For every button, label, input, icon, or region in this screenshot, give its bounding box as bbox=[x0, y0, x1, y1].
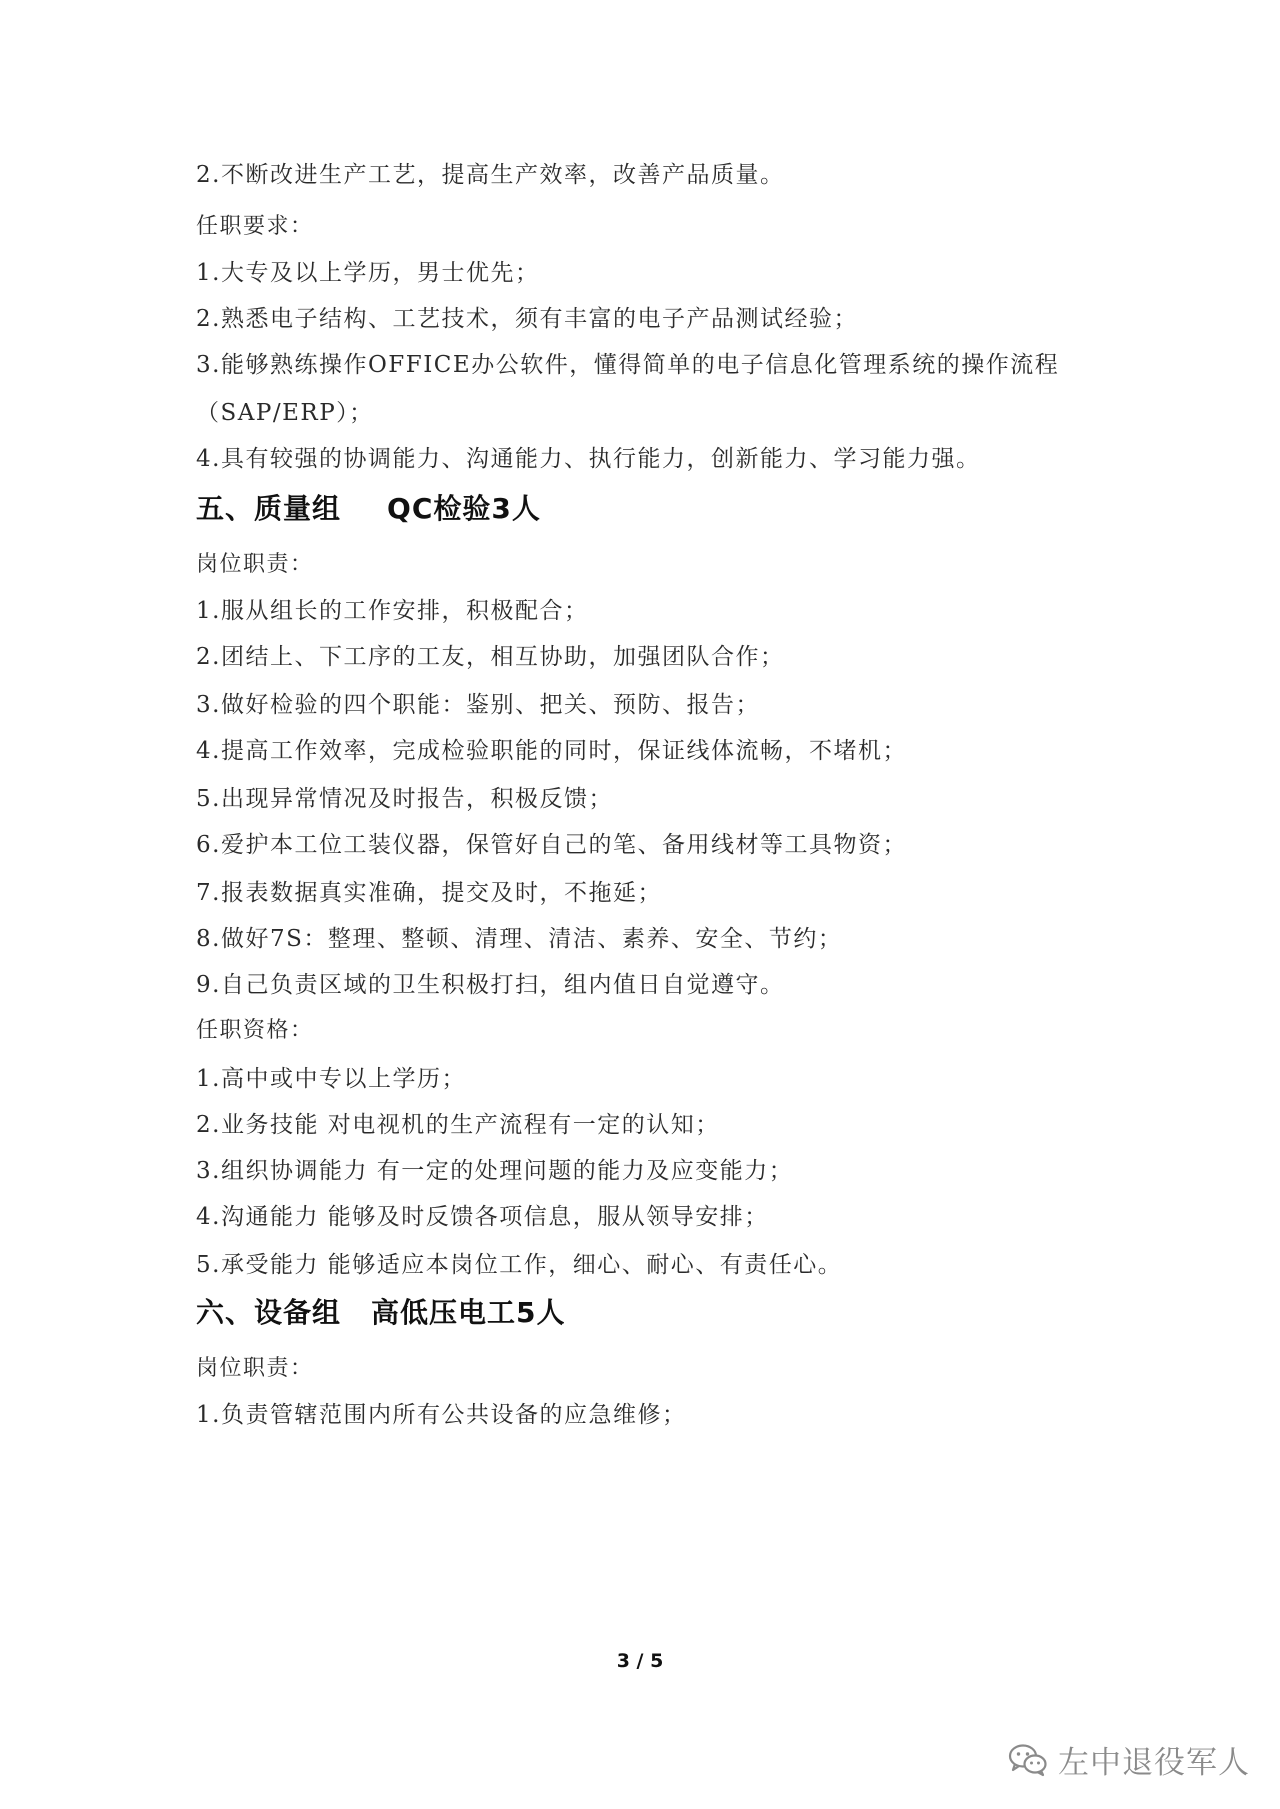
qualification-item: 1.高中或中专以上学历； bbox=[196, 1066, 466, 1092]
section-label: 五、质量组 bbox=[196, 492, 342, 525]
duty-item: 1.负责管辖范围内所有公共设备的应急维修； bbox=[196, 1402, 687, 1428]
duty-item: 9.自己负责区域的卫生积极打扫，组内值日自觉遵守。 bbox=[196, 972, 785, 998]
wechat-icon bbox=[1008, 1743, 1048, 1777]
qualification-item: 5.承受能力 能够适应本岗位工作，细心、耐心、有责任心。 bbox=[196, 1252, 843, 1278]
requirement-item: 3.能够熟练操作OFFICE办公软件，懂得简单的电子信息化管理系统的操作流程 bbox=[196, 352, 1060, 378]
page-number: 3 / 5 bbox=[616, 1650, 664, 1672]
duty-item: 4.提高工作效率，完成检验职能的同时，保证线体流畅，不堵机； bbox=[196, 738, 907, 764]
watermark bbox=[1008, 1737, 1250, 1782]
requirements-label: 任职要求： bbox=[196, 214, 314, 239]
duty-item: 5.出现异常情况及时报告，积极反馈； bbox=[196, 786, 613, 812]
qualifications-label: 任职资格： bbox=[196, 1018, 314, 1043]
qualification-item: 4.沟通能力 能够及时反馈各项信息，服从领导安排； bbox=[196, 1204, 769, 1230]
duty-item: 6.爱护本工位工装仪器，保管好自己的笔、备用线材等工具物资； bbox=[196, 832, 907, 858]
section-title: QC检验3人 bbox=[387, 492, 541, 525]
section-heading-quality bbox=[196, 492, 541, 526]
duty-item: 8.做好7S：整理、整顿、清理、清洁、素养、安全、节约； bbox=[196, 926, 843, 952]
duty-item: 1.服从组长的工作安排，积极配合； bbox=[196, 598, 589, 624]
section-label: 六、设备组 bbox=[196, 1296, 342, 1329]
qualification-item: 2.业务技能 对电视机的生产流程有一定的认知； bbox=[196, 1112, 720, 1138]
requirement-item: 2.熟悉电子结构、工艺技术，须有丰富的电子产品测试经验； bbox=[196, 306, 858, 332]
watermark-text: 左中退役军人 bbox=[1058, 1745, 1250, 1781]
duty-item: 2.不断改进生产工艺，提高生产效率，改善产品质量。 bbox=[196, 162, 785, 188]
qualification-item: 3.组织协调能力 有一定的处理问题的能力及应变能力； bbox=[196, 1158, 794, 1184]
duty-item: 7.报表数据真实准确，提交及时，不拖延； bbox=[196, 880, 662, 906]
section-heading-equipment bbox=[196, 1296, 566, 1330]
requirement-item: 1.大专及以上学历，男士优先； bbox=[196, 260, 540, 286]
duty-item: 3.做好检验的四个职能：鉴别、把关、预防、报告； bbox=[196, 692, 760, 718]
requirement-item-continuation: （SAP/ERP）； bbox=[196, 400, 374, 426]
duties-label: 岗位职责： bbox=[196, 552, 314, 577]
section-title: 高低压电工5人 bbox=[371, 1296, 566, 1329]
requirement-item: 4.具有较强的协调能力、沟通能力、执行能力，创新能力、学习能力强。 bbox=[196, 446, 981, 472]
duty-item: 2.团结上、下工序的工友，相互协助，加强团队合作； bbox=[196, 644, 785, 670]
duties-label: 岗位职责： bbox=[196, 1356, 314, 1381]
